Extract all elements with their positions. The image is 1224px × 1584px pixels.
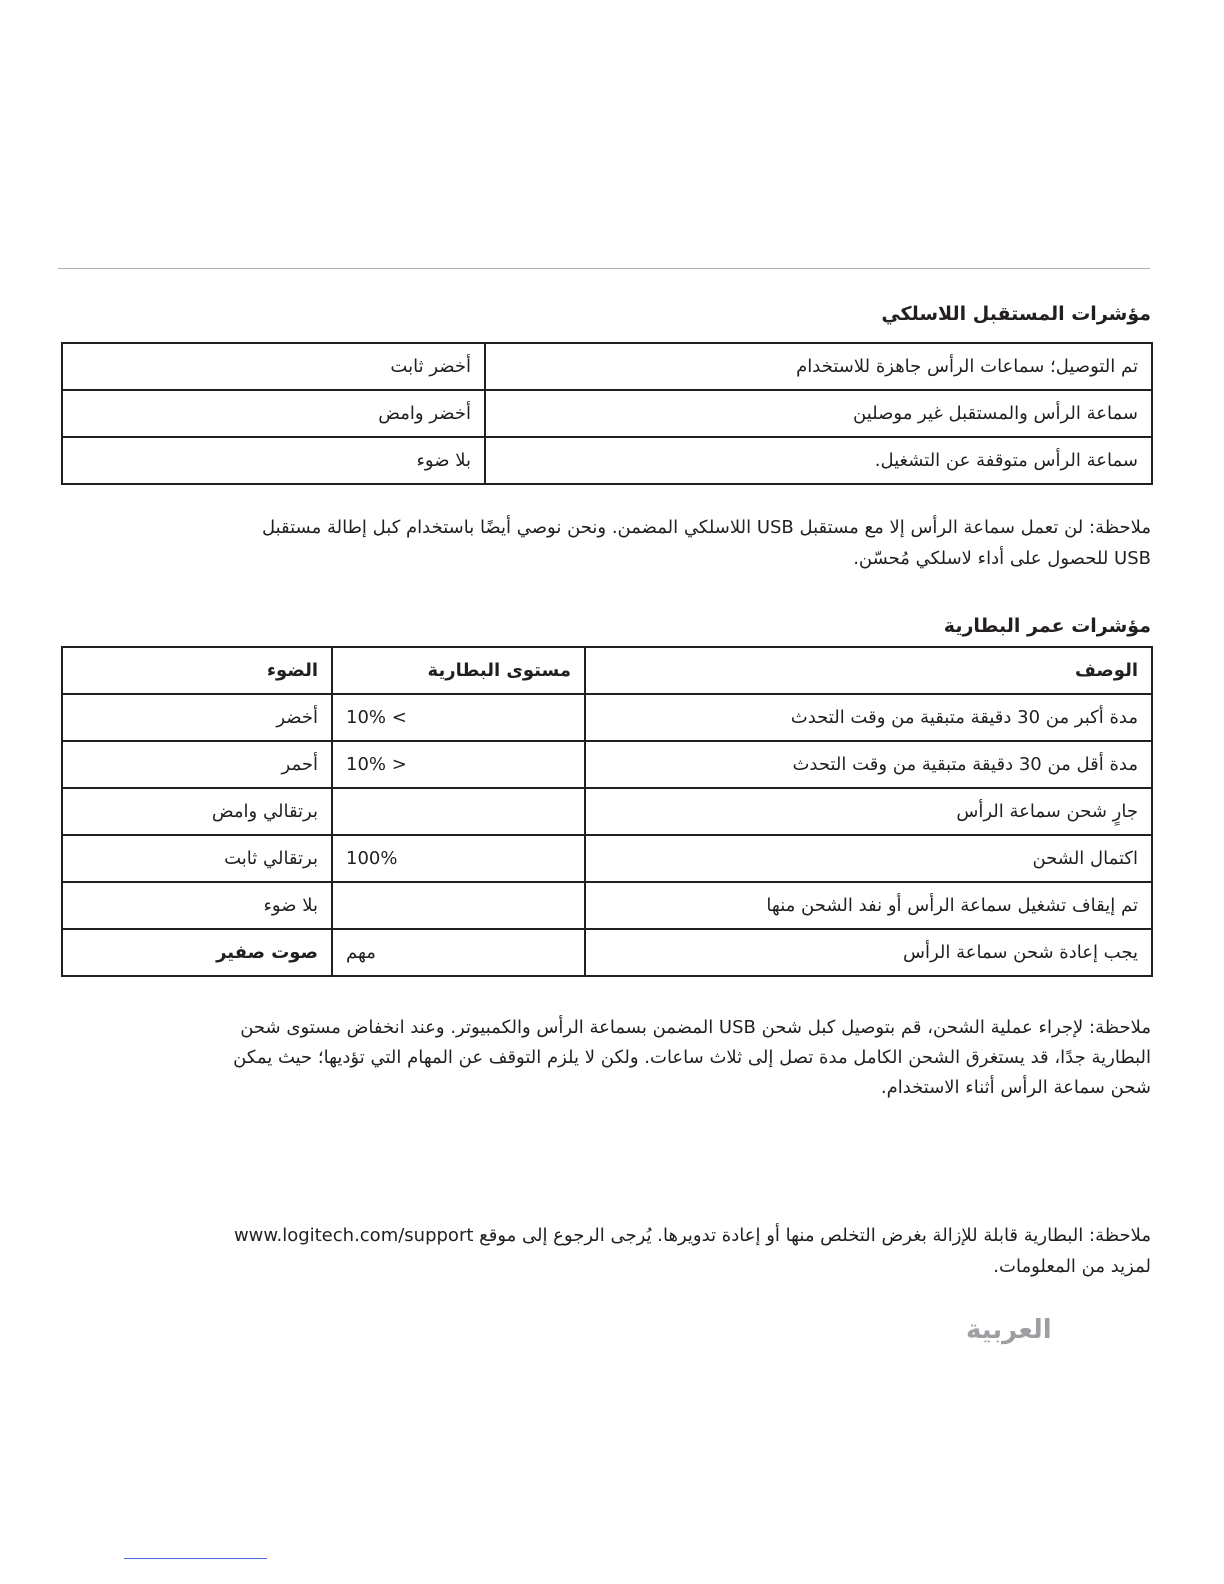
row-level (332, 694, 585, 741)
row-level (332, 882, 585, 929)
row-description: اكتمال الشحن (585, 835, 1152, 882)
row-light: أخضر (62, 694, 332, 741)
battery-removal-note (234, 1220, 1151, 1282)
row-level-value: 10% < (346, 707, 407, 728)
charging-note-line-3: شحن سماعة الرأس أثناء الاستخدام. (880, 1077, 1151, 1098)
row-light: بلا ضوء (62, 882, 332, 929)
row-light: أحمر (62, 741, 332, 788)
receiver-note-line-2: USB للحصول على أداء لاسلكي مُحسّن. (853, 548, 1151, 569)
header-description: الوصف (585, 647, 1152, 694)
charging-note-line-1: ملاحظة: لإجراء عملية الشحن، قم بتوصيل كبل شحن USB المضمن بسماعة الرأس والكمبيوتر. وعند انخفاض مستوى شحن (240, 1017, 1151, 1038)
row-level-value: 10% > (346, 754, 407, 775)
charging-note-line-2: البطارية جدًا، قد يستغرق الشحن الكامل مدة تصل إلى ثلاث ساعات. ولكن لا يلزم التوقف عن المهام التي تؤديها؛ حيث يمكن (233, 1047, 1151, 1068)
language-label: العربية (966, 1315, 1052, 1345)
row-description: يجب إعادة شحن سماعة الرأس (585, 929, 1152, 976)
receiver-note-line-1: ملاحظة: لن تعمل سماعة الرأس إلا مع مستقبل USB اللاسلكي المضمن. ونحن نوصي أيضًا باستخدام كبل إطالة مستقبل (261, 517, 1151, 538)
battery-indicators-table (61, 646, 1153, 977)
row-description: سماعة الرأس متوقفة عن التشغيل. (485, 437, 1152, 484)
row-light: برتقالي وامض (62, 788, 332, 835)
battery-removal-note-line-1: ملاحظة: البطارية قابلة للإزالة بغرض التخلص منها أو إعادة تدويرها. يُرجى الرجوع إلى موقع www.logitech.com/support (233, 1225, 1151, 1246)
row-description: تم إيقاف تشغيل سماعة الرأس أو نفد الشحن منها (585, 882, 1152, 929)
charging-note (233, 1013, 1151, 1103)
row-light: أخضر وامض (62, 390, 485, 437)
header-level: مستوى البطارية (332, 647, 585, 694)
bottom-accent-line (124, 1558, 267, 1559)
table-row (62, 882, 1152, 929)
row-level-value: مهم (346, 942, 376, 963)
row-light: صوت صفير (62, 929, 332, 976)
row-description: تم التوصيل؛ سماعات الرأس جاهزة للاستخدام (485, 343, 1152, 390)
row-level (332, 929, 585, 976)
row-level-value: 100% (346, 848, 398, 869)
table-row (62, 343, 1152, 390)
battery-removal-note-line-2: لمزيد من المعلومات. (993, 1256, 1151, 1277)
row-light: أخضر ثابت (62, 343, 485, 390)
row-description: سماعة الرأس والمستقبل غير موصلين (485, 390, 1152, 437)
row-level (332, 835, 585, 882)
table-row (62, 694, 1152, 741)
receiver-note (262, 512, 1151, 574)
table-row (62, 788, 1152, 835)
row-description: جارٍ شحن سماعة الرأس (585, 788, 1152, 835)
top-divider (58, 268, 1150, 269)
row-level (332, 741, 585, 788)
header-light: الضوء (62, 647, 332, 694)
receiver-indicators-heading: مؤشرات المستقبل اللاسلكي (881, 303, 1151, 325)
table-row (62, 437, 1152, 484)
receiver-indicators-table (61, 342, 1153, 485)
row-light: برتقالي ثابت (62, 835, 332, 882)
table-header-row (62, 647, 1152, 694)
row-light: بلا ضوء (62, 437, 485, 484)
table-row (62, 835, 1152, 882)
row-description: مدة أقل من 30 دقيقة متبقية من وقت التحدث (585, 741, 1152, 788)
row-level (332, 788, 585, 835)
table-row (62, 929, 1152, 976)
row-description: مدة أكبر من 30 دقيقة متبقية من وقت التحدث (585, 694, 1152, 741)
table-row (62, 741, 1152, 788)
battery-indicators-heading: مؤشرات عمر البطارية (943, 615, 1151, 637)
table-row (62, 390, 1152, 437)
